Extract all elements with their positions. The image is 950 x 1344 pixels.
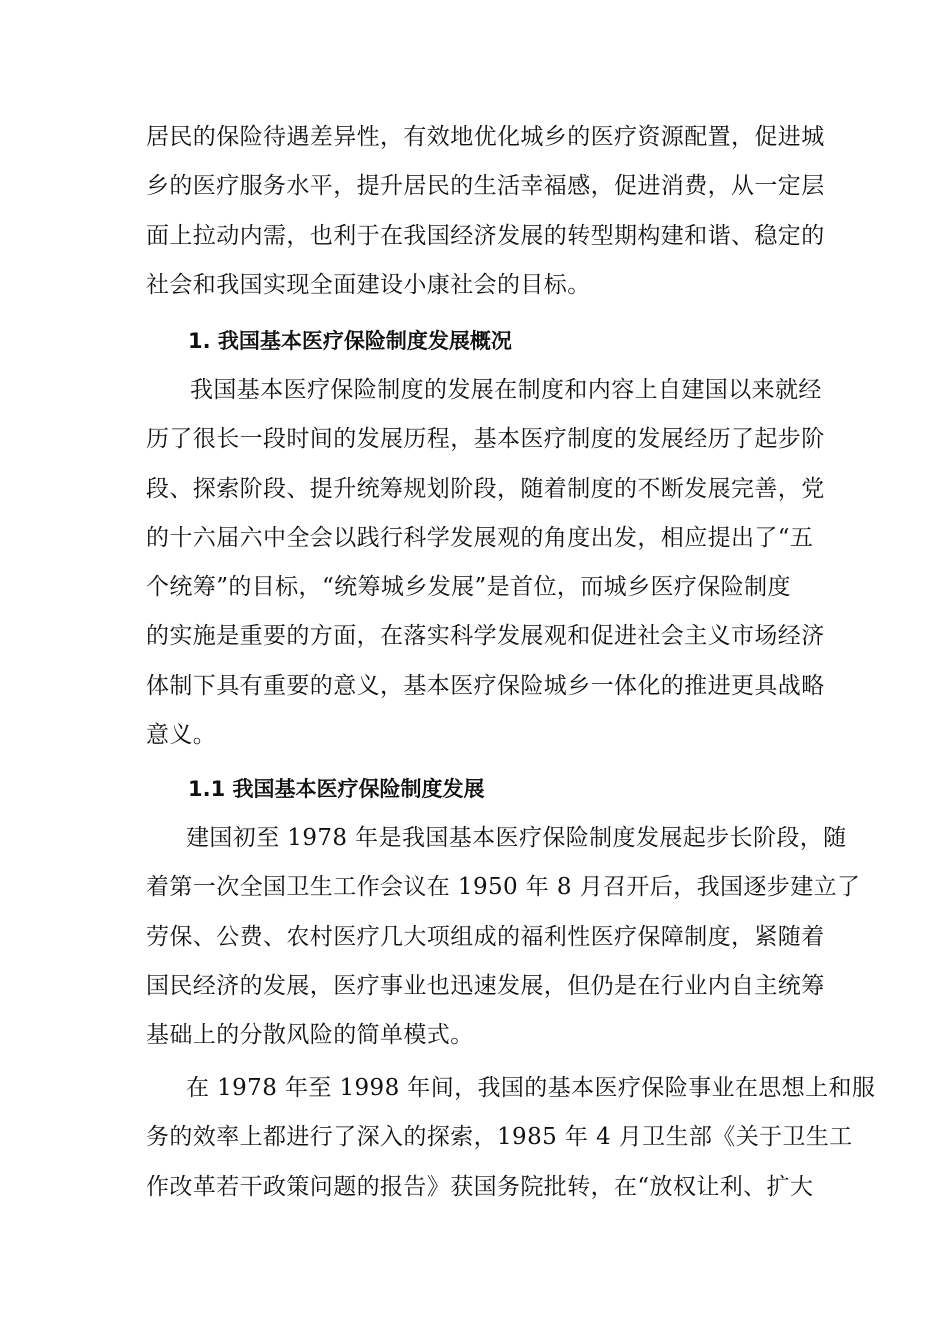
paragraph-4 [146,1064,876,1212]
paragraph-line: 个统筹”的目标，“统筹城乡发展”是首位，而城乡医疗保险制度 [146,574,791,601]
paragraph-line: 我国基本医疗保险制度的发展在制度和内容上自建国以来就经 [190,377,822,403]
paragraph-line: 体制下具有重要的意义，基本医疗保险城乡一体化的推进更具战略 [146,672,825,699]
paragraph-line: 的实施是重要的方面，在落实科学发展观和促进社会主义市场经济 [146,623,825,650]
paragraph-2 [146,366,825,760]
paragraph-line: 基础上的分散风险的简单模式。 [146,1022,474,1049]
paragraph-line: 着第一次全国卫生工作会议在 1950 年 8 月召开后，我国逐步建立了 [146,874,861,901]
paragraph-line: 劳保、公费、农村医疗几大项组成的福利性医疗保障制度，紧随着 [146,923,825,950]
paragraph-line: 面上拉动内需，也利于在我国经济发展的转型期构建和谐、稳定的 [146,222,825,249]
paragraph-line: 社会和我国实现全面建设小康社会的目标。 [146,271,591,298]
paragraph-3 [146,814,861,1060]
paragraph-line: 的十六届六中全会以践行科学发展观的角度出发，相应提出了“五 [146,524,814,551]
paragraph-1 [146,113,825,310]
paragraph-line: 在 1978 年至 1998 年间，我国的基本医疗保险事业在思想上和服 [186,1075,876,1101]
paragraph-line: 建国初至 1978 年是我国基本医疗保险制度发展起步长阶段，随 [186,825,847,851]
paragraph-line: 作改革若干政策问题的报告》获国务院批转，在“放权让利、扩大 [146,1173,814,1200]
paragraph-line: 国民经济的发展，医疗事业也迅速发展，但仍是在行业内自主统筹 [146,972,825,999]
paragraph-line: 意义。 [146,722,217,749]
paragraph-line: 段、探索阶段、提升统筹规划阶段，随着制度的不断发展完善，党 [146,475,825,502]
paragraph-line: 历了很长一段时间的发展历程，基本医疗制度的发展经历了起步阶 [146,426,825,453]
section-heading: 1. 我国基本医疗保险制度发展概况 [188,329,512,353]
paragraph-line: 居民的保险待遇差异性，有效地优化城乡的医疗资源配置，促进城 [146,124,825,150]
subsection-heading: 1.1 我国基本医疗保险制度发展 [188,777,485,801]
paragraph-line: 务的效率上都进行了深入的探索，1985 年 4 月卫生部《关于卫生工 [146,1124,853,1151]
paragraph-line: 乡的医疗服务水平，提升居民的生活幸福感，促进消费，从一定层 [146,173,825,200]
